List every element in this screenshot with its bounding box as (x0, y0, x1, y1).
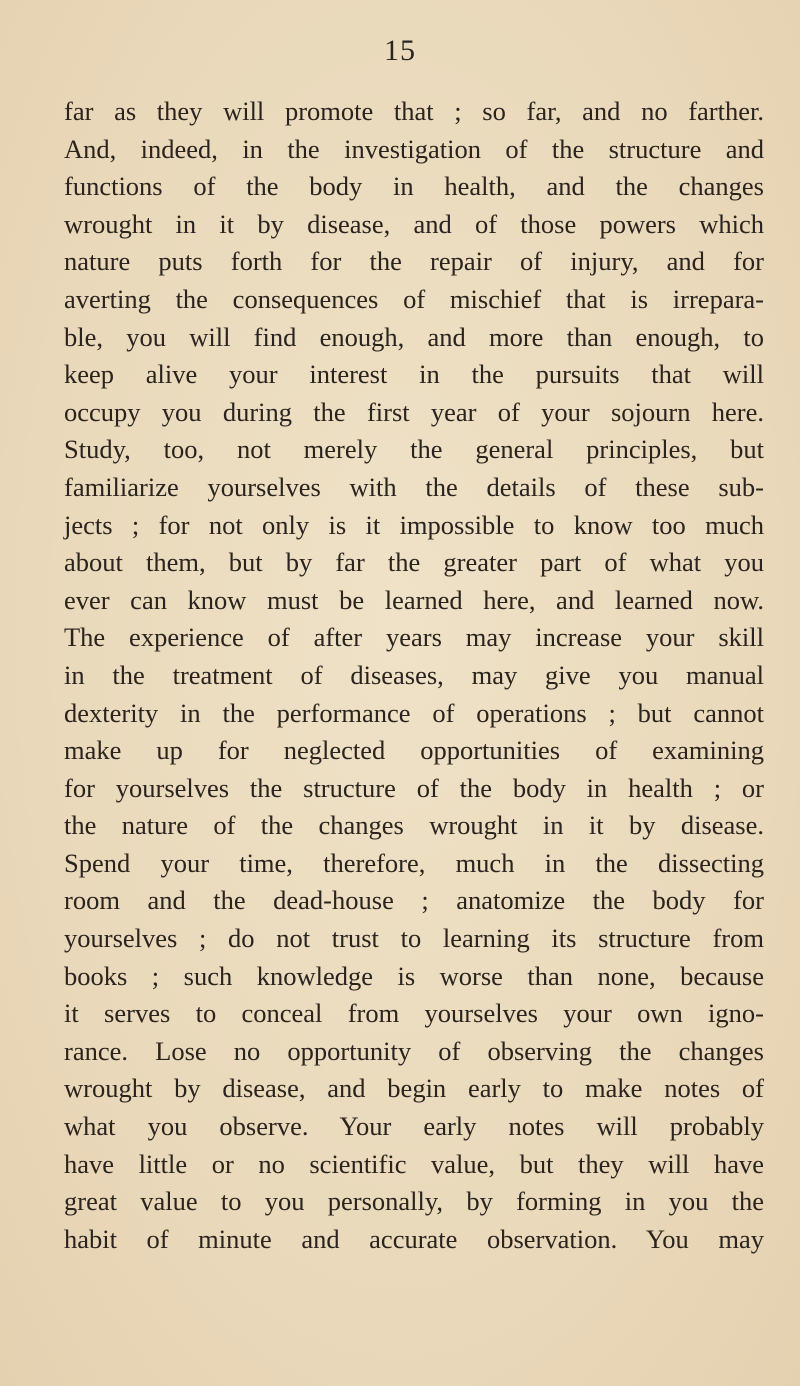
text-line: dexterity in the performance of operations ; but cannot (64, 697, 764, 728)
text-line: for yourselves the structure of the body in health ; or (64, 772, 764, 803)
text-line: have little or no scientific value, but they will have (64, 1148, 764, 1179)
text-line: jects ; for not only is it impossible to know too much (64, 509, 764, 540)
text-line: ble, you will find enough, and more than enough, to (64, 321, 764, 352)
text-line: the nature of the changes wrought in it by disease. (64, 810, 764, 841)
text-line: make up for neglected opportunities of examining (64, 735, 764, 766)
text-line: in the treatment of diseases, may give you manual (64, 659, 764, 690)
text-line: keep alive your interest in the pursuits that will (64, 359, 764, 390)
text-line: great value to you personally, by forming in you the (64, 1186, 764, 1217)
text-line: far as they will promote that ; so far, and no farther. (64, 96, 764, 126)
text-line: books ; such knowledge is worse than none, because (64, 960, 764, 991)
text-line: rance. Lose no opportunity of observing the changes (64, 1035, 764, 1066)
text-line: occupy you during the first year of your sojourn here. (64, 396, 764, 427)
text-line: wrought by disease, and begin early to make notes of (64, 1073, 764, 1104)
page-number: 15 (384, 34, 416, 67)
text-line: Spend your time, therefore, much in the dissecting (64, 847, 764, 878)
text-line: yourselves ; do not trust to learning its structure from (64, 923, 764, 954)
text-line: Study, too, not merely the general principles, but (64, 434, 764, 465)
text-line: The experience of after years may increase your skill (64, 622, 764, 653)
text-line: what you observe. Your early notes will probably (64, 1111, 764, 1142)
text-line: And, indeed, in the investigation of the structure and (64, 133, 764, 164)
text-line: habit of minute and accurate observation. You may (64, 1223, 764, 1254)
text-line: nature puts forth for the repair of injury, and for (64, 246, 764, 277)
body-text (64, 93, 764, 1258)
text-line: familiarize yourselves with the details of these sub- (64, 471, 764, 502)
text-line: ever can know must be learned here, and learned now. (64, 584, 764, 615)
text-line: room and the dead-house ; anatomize the body for (64, 885, 764, 916)
text-line: it serves to conceal from yourselves your own igno- (64, 998, 764, 1029)
text-line: about them, but by far the greater part of what you (64, 547, 764, 578)
text-line: wrought in it by disease, and of those powers which (64, 208, 764, 239)
text-line: averting the consequences of mischief that is irrepara- (64, 283, 764, 314)
text-line: functions of the body in health, and the changes (64, 171, 764, 202)
